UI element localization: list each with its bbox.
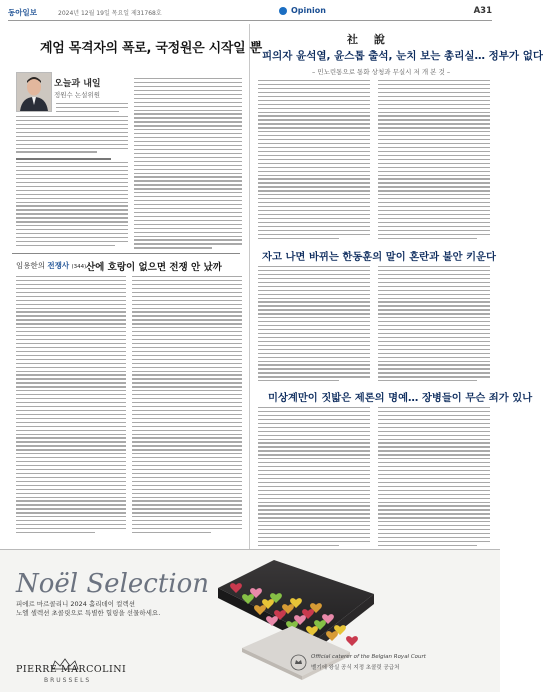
editorial1-subheadline: – 민노린통으로 통화 상청과 무실시 저 개 본 것 –	[312, 68, 451, 76]
ad-title-rest: Selection	[86, 569, 209, 599]
editorial1-body-right	[378, 80, 490, 241]
column-byline: 정원수 논설위원	[54, 91, 101, 99]
editorial3-body-left	[258, 407, 370, 549]
section-rule	[12, 253, 240, 254]
column-divider	[249, 24, 250, 549]
column2-headline: 산에 호랑이 없으면 전쟁 안 났까	[86, 262, 222, 273]
ad-title-word: Noël	[16, 569, 79, 599]
editorial3-body-right	[378, 407, 490, 549]
official-caterer-note: Official caterer of the Belgian Royal Court	[311, 654, 426, 660]
brand-city: BRUSSELS	[44, 677, 92, 684]
royal-crest-icon	[290, 654, 307, 671]
column2-author	[16, 260, 86, 271]
editorial1-headline: 피의자 윤석열, 윤스톱 출석, 눈치 보는 총리실… 정부가 없다	[262, 50, 543, 62]
column-body-left	[16, 116, 128, 249]
ad-copy-line-1: 피에르 마르콜리니 2024 홀리데이 컬렉션	[16, 600, 135, 608]
column-body-intro	[56, 103, 128, 115]
section-label: Opinion	[291, 6, 326, 15]
column2-author-name: 임용한의	[16, 261, 45, 270]
ad-copy-line-2: 노엘 셀렉션 초콜릿으로 특별한 힐링을 선물하세요.	[16, 609, 161, 617]
brand-name: PIERRE MARCOLINI	[16, 664, 127, 675]
dateline: 2024년 12월 19일 목요일 제31768호	[58, 10, 162, 17]
editorial-label: 社 說	[347, 33, 391, 46]
column2-number: (344)	[71, 264, 87, 270]
column-title: 오늘과 내일	[54, 79, 101, 89]
column-body-right	[134, 78, 242, 251]
editorial2-headline: 자고 나면 바뀌는 한동훈의 말이 혼란과 불안 키운다	[262, 251, 496, 263]
column2-body-right	[132, 276, 242, 536]
section-dot-icon	[279, 7, 287, 15]
column-headline: 계엄 목격자의 폭로, 국정원은 시작일 뿐	[40, 41, 262, 56]
chocolate-heart-20	[346, 636, 358, 646]
page-number: A31	[473, 6, 492, 16]
column2-author-title: 전쟁사	[47, 261, 70, 270]
ad-copy	[16, 600, 160, 618]
editorial1-body-left	[258, 80, 370, 241]
editorial3-headline: 미상계만이 짓밟은 제론의 명예… 장병들이 무슨 죄가 있나	[268, 392, 533, 404]
columnist-photo	[16, 72, 52, 112]
masthead: 동아일보	[8, 8, 37, 17]
ad-title	[16, 569, 209, 599]
column2-body-left	[16, 276, 126, 536]
editorial2-body-left	[258, 266, 370, 384]
editorial2-body-right	[378, 266, 490, 384]
official-caterer-note-kr: 벨기에 왕실 공식 지정 초콜릿 공급처	[311, 665, 400, 671]
